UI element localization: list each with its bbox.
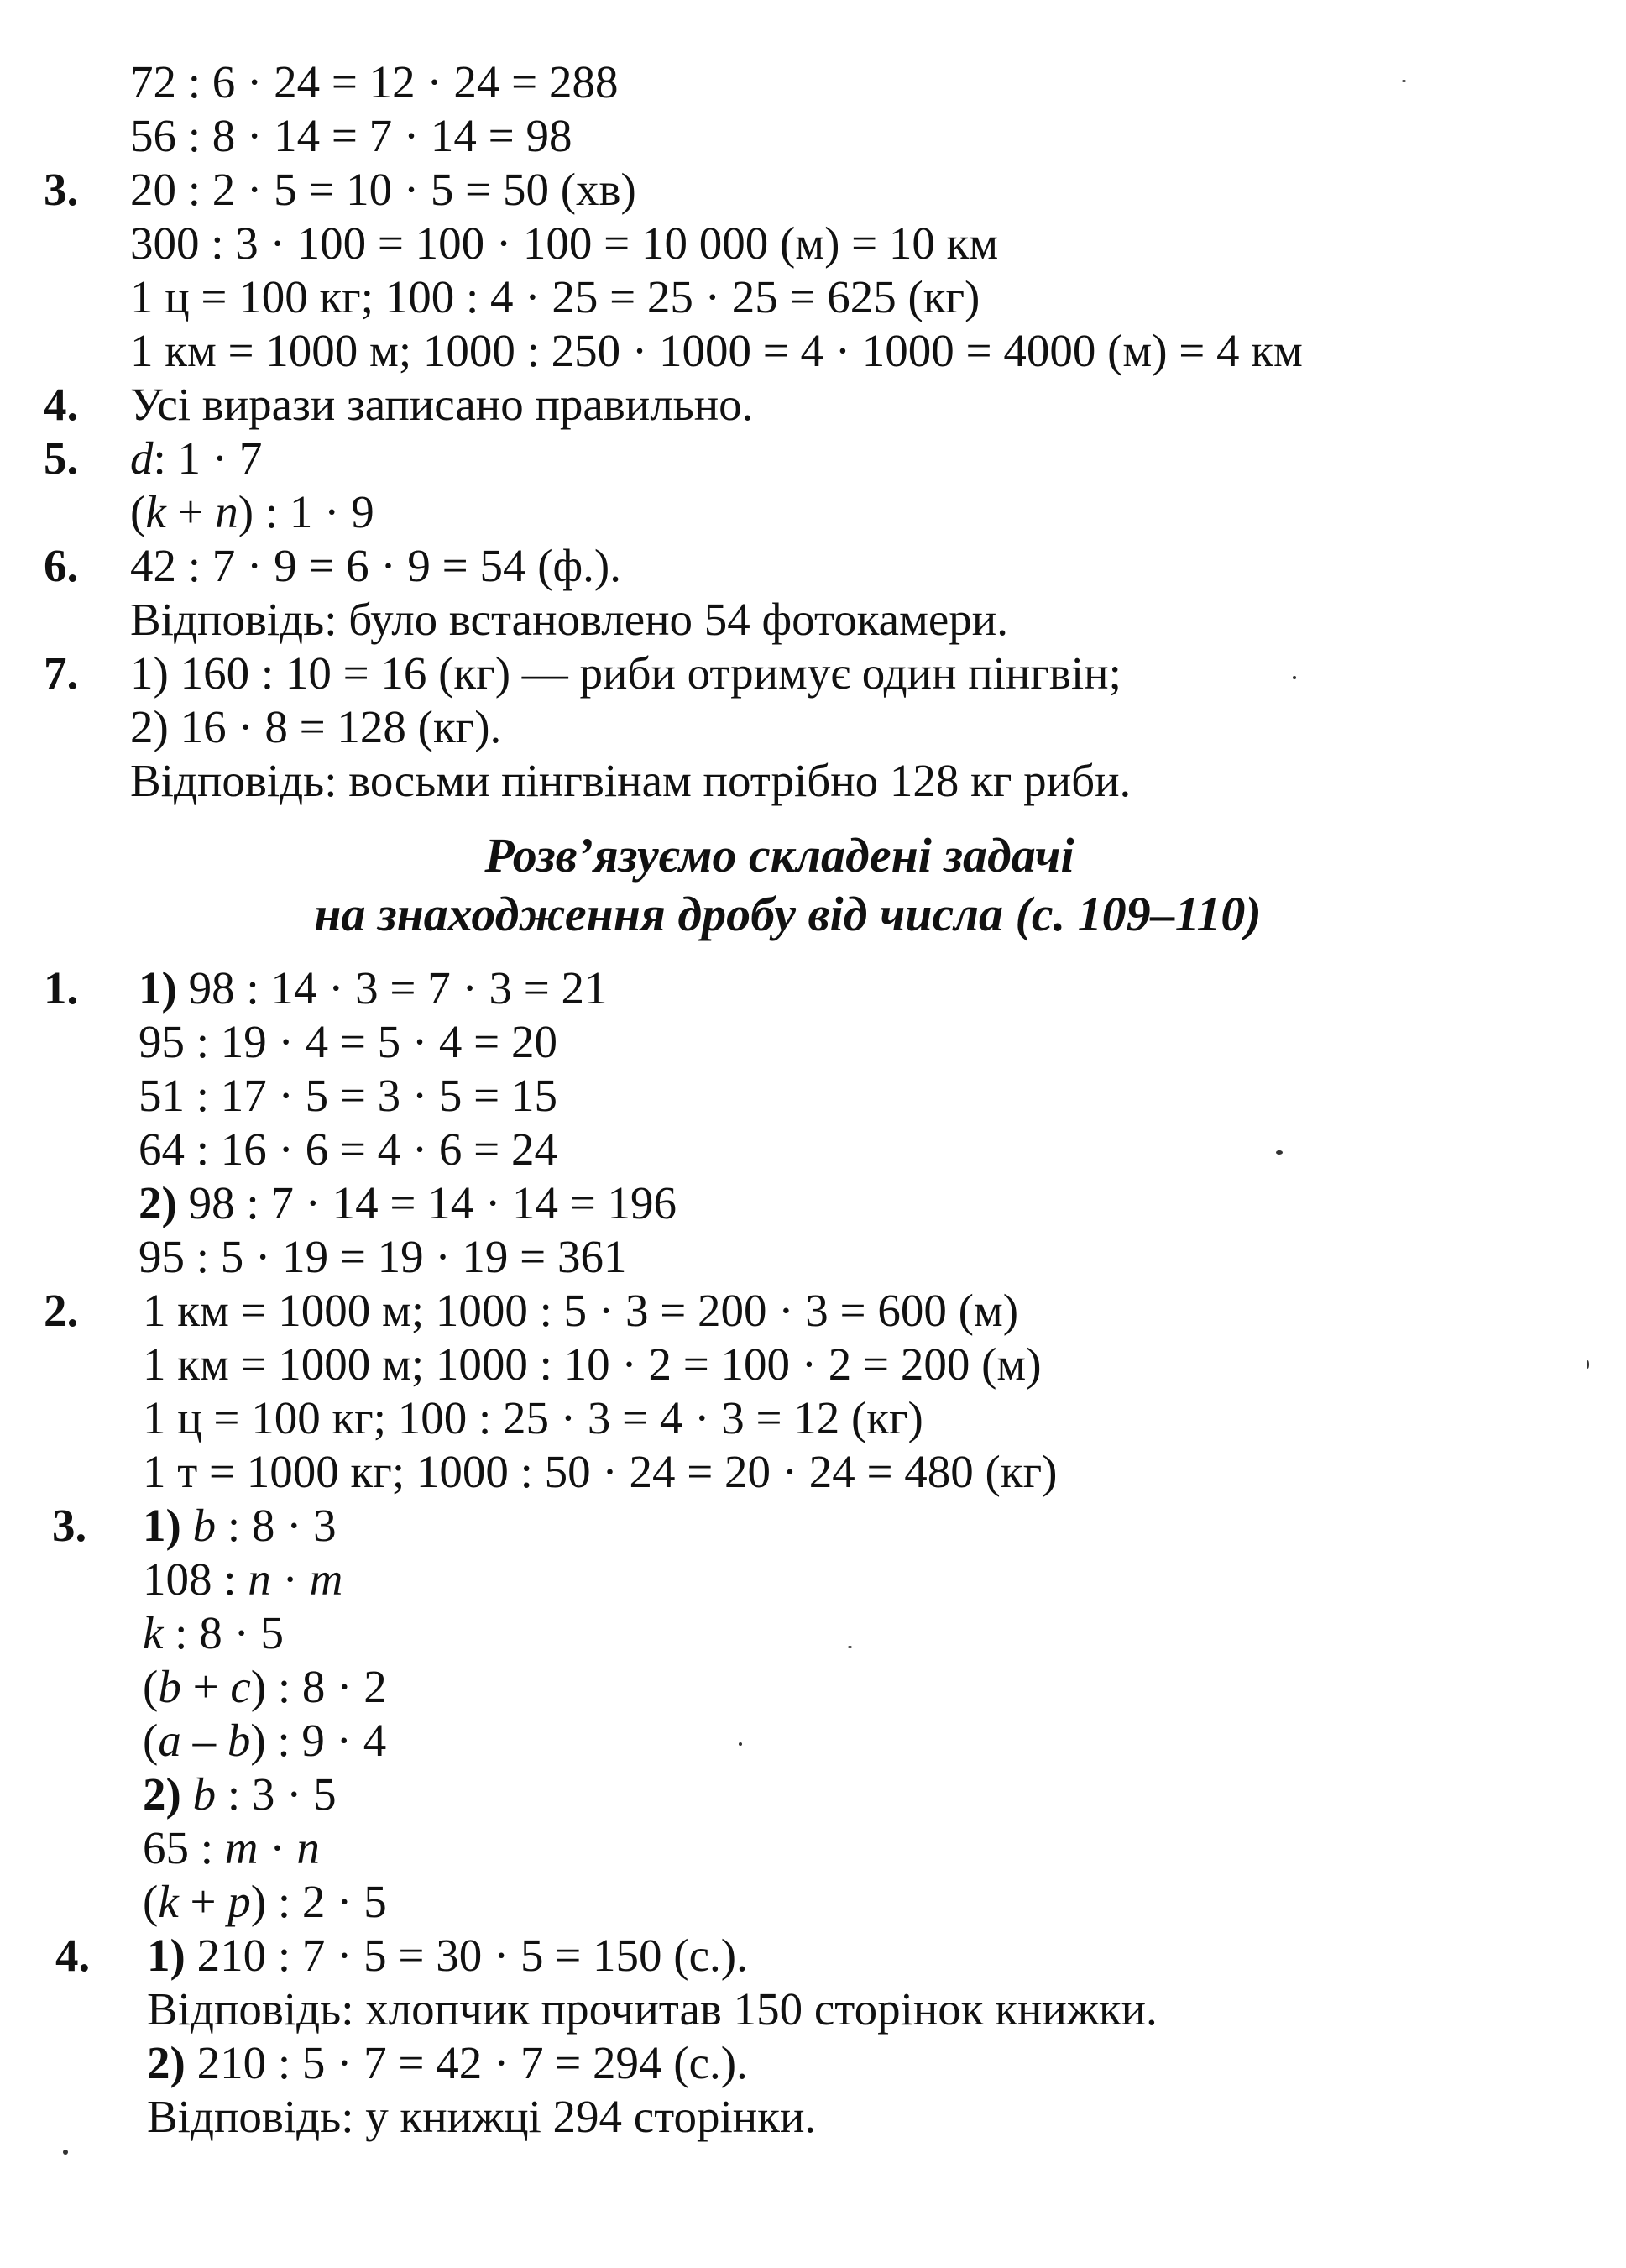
expression-text: ) : 1 · 9 <box>238 486 374 537</box>
scan-speck <box>1276 1150 1283 1155</box>
expression-line: 1 км = 1000 м; 1000 : 250 · 1000 = 4 · 1000 = 4000 (м) = 4 км <box>130 325 1303 376</box>
expression-text: + <box>165 486 216 537</box>
expression-text: ) : 2 · 5 <box>250 1876 387 1927</box>
variable: k <box>158 1876 179 1927</box>
expression-text: 108 : <box>143 1553 248 1605</box>
variable: c <box>230 1661 251 1712</box>
task-number: 4. <box>55 1930 91 1981</box>
expression-text: 65 : <box>143 1822 225 1873</box>
expression-text: 210 : 7 · 5 = 30 · 5 = 150 (с.). <box>185 1930 748 1981</box>
subtask-label: 2) <box>147 2037 186 2088</box>
expression-text: : 8 · 5 <box>163 1607 285 1658</box>
expression-line: 64 : 16 · 6 = 4 · 6 = 24 <box>139 1124 557 1175</box>
expression-text: ( <box>130 486 146 537</box>
expression-line: 300 : 3 · 100 = 100 · 100 = 10 000 (м) = 10 км <box>130 217 999 269</box>
scan-speck <box>739 1742 742 1746</box>
expression-line <box>143 1821 320 1875</box>
expression-line: 72 : 6 · 24 = 12 · 24 = 288 <box>130 56 619 107</box>
expression-line <box>130 485 374 539</box>
variable: b <box>158 1661 181 1712</box>
expression-line <box>143 1714 386 1768</box>
task-number: 4. <box>44 379 79 430</box>
expression-text: : 8 · 3 <box>216 1500 337 1551</box>
expression-line: 1 т = 1000 кг; 1000 : 50 · 24 = 20 · 24 = 480 (кг) <box>143 1446 1058 1497</box>
expression-line: 1) 160 : 10 = 16 (кг) — риби отримує один пінгвін; <box>130 647 1121 699</box>
section-heading: Розв’язуємо складені задачі <box>484 828 1074 883</box>
expression-line <box>143 1553 342 1606</box>
variable: b <box>227 1715 251 1766</box>
task-number: 5. <box>44 432 79 484</box>
scan-speck <box>848 1646 852 1648</box>
expression-line <box>143 1499 337 1553</box>
expression-text: : 1 · 7 <box>153 432 263 484</box>
expression-text: 210 : 5 · 7 = 42 · 7 = 294 (с.). <box>185 2037 748 2088</box>
expression-line <box>130 432 262 485</box>
task-number: 3. <box>52 1500 87 1551</box>
expression-line <box>147 2036 748 2090</box>
answer-line: Відповідь: хлопчик прочитав 150 сторінок книжки. <box>147 1983 1158 2035</box>
task-number: 1. <box>44 962 79 1014</box>
expression-line: 56 : 8 · 14 = 7 · 14 = 98 <box>130 110 572 161</box>
answer-line: Відповідь: у книжці 294 сторінки. <box>147 2091 817 2142</box>
expression-text: ( <box>143 1661 159 1712</box>
expression-line: 42 : 7 · 9 = 6 · 9 = 54 (ф.). <box>130 540 621 591</box>
scan-speck <box>1293 676 1296 679</box>
answer-line: Усі вирази записано правильно. <box>130 379 754 430</box>
expression-text: : 3 · 5 <box>216 1768 337 1820</box>
expression-line: 1 км = 1000 м; 1000 : 10 · 2 = 100 · 2 = 200 (м) <box>143 1338 1042 1390</box>
expression-line: 95 : 5 · 19 = 19 · 19 = 361 <box>139 1231 627 1282</box>
expression-text: 98 : 7 · 14 = 14 · 14 = 196 <box>176 1177 677 1228</box>
answer-line: Відповідь: восьми пінгвінам потрібно 128 кг риби. <box>130 755 1132 806</box>
section-heading: на знаходження дробу від числа (с. 109–110) <box>314 887 1262 941</box>
expression-text: + <box>180 1661 231 1712</box>
variable: k <box>145 486 166 537</box>
expression-text: · <box>258 1822 297 1873</box>
subtask-label: 2) <box>143 1768 181 1820</box>
subtask-label: 1) <box>139 962 177 1014</box>
subtask-label: 2) <box>139 1177 177 1228</box>
subtask-label: 1) <box>143 1500 181 1551</box>
subtask-label: 1) <box>147 1930 186 1981</box>
expression-line: 20 : 2 · 5 = 10 · 5 = 50 (хв) <box>130 164 636 215</box>
expression-line: 95 : 19 · 4 = 5 · 4 = 20 <box>139 1016 557 1067</box>
expression-line <box>143 1768 337 1821</box>
task-number: 7. <box>44 647 79 699</box>
expression-text: ) : 8 · 2 <box>250 1661 387 1712</box>
variable: m <box>224 1822 259 1873</box>
scan-speck <box>1587 1360 1589 1369</box>
expression-line <box>143 1606 284 1660</box>
expression-text: + <box>178 1876 228 1927</box>
expression-line <box>139 1176 677 1230</box>
variable: b <box>192 1768 217 1820</box>
variable: k <box>143 1607 164 1658</box>
expression-text: ( <box>143 1876 159 1927</box>
variable: n <box>296 1822 320 1873</box>
variable: b <box>192 1500 217 1551</box>
task-number: 6. <box>44 540 79 591</box>
expression-line: 1 ц = 100 кг; 100 : 25 · 3 = 4 · 3 = 12 (кг) <box>143 1392 923 1443</box>
expression-line <box>143 1660 387 1714</box>
expression-line <box>139 961 608 1015</box>
variable: n <box>215 486 238 537</box>
expression-line <box>147 1929 748 1983</box>
expression-line: 1 ц = 100 кг; 100 : 4 · 25 = 25 · 25 = 625 (кг) <box>130 271 980 322</box>
expression-line: 1 км = 1000 м; 1000 : 5 · 3 = 200 · 3 = 600 (м) <box>143 1285 1019 1336</box>
variable: m <box>309 1553 343 1605</box>
expression-text: ) : 9 · 4 <box>250 1715 387 1766</box>
expression-text: 98 : 14 · 3 = 7 · 3 = 21 <box>176 962 608 1014</box>
answer-line: Відповідь: було встановлено 54 фотокамери. <box>130 594 1008 645</box>
expression-line <box>143 1875 387 1929</box>
task-number: 3. <box>44 164 79 215</box>
expression-text: · <box>270 1553 310 1605</box>
expression-line: 51 : 17 · 5 = 3 · 5 = 15 <box>139 1070 557 1121</box>
scan-speck <box>63 2150 68 2155</box>
scan-speck <box>1402 80 1406 82</box>
variable: p <box>227 1876 251 1927</box>
expression-line: 2) 16 · 8 = 128 (кг). <box>130 701 502 752</box>
expression-text: – <box>180 1715 227 1766</box>
variable: n <box>248 1553 271 1605</box>
variable: d <box>130 432 154 484</box>
task-number: 2. <box>44 1285 79 1336</box>
expression-text: ( <box>143 1715 159 1766</box>
variable: a <box>158 1715 181 1766</box>
